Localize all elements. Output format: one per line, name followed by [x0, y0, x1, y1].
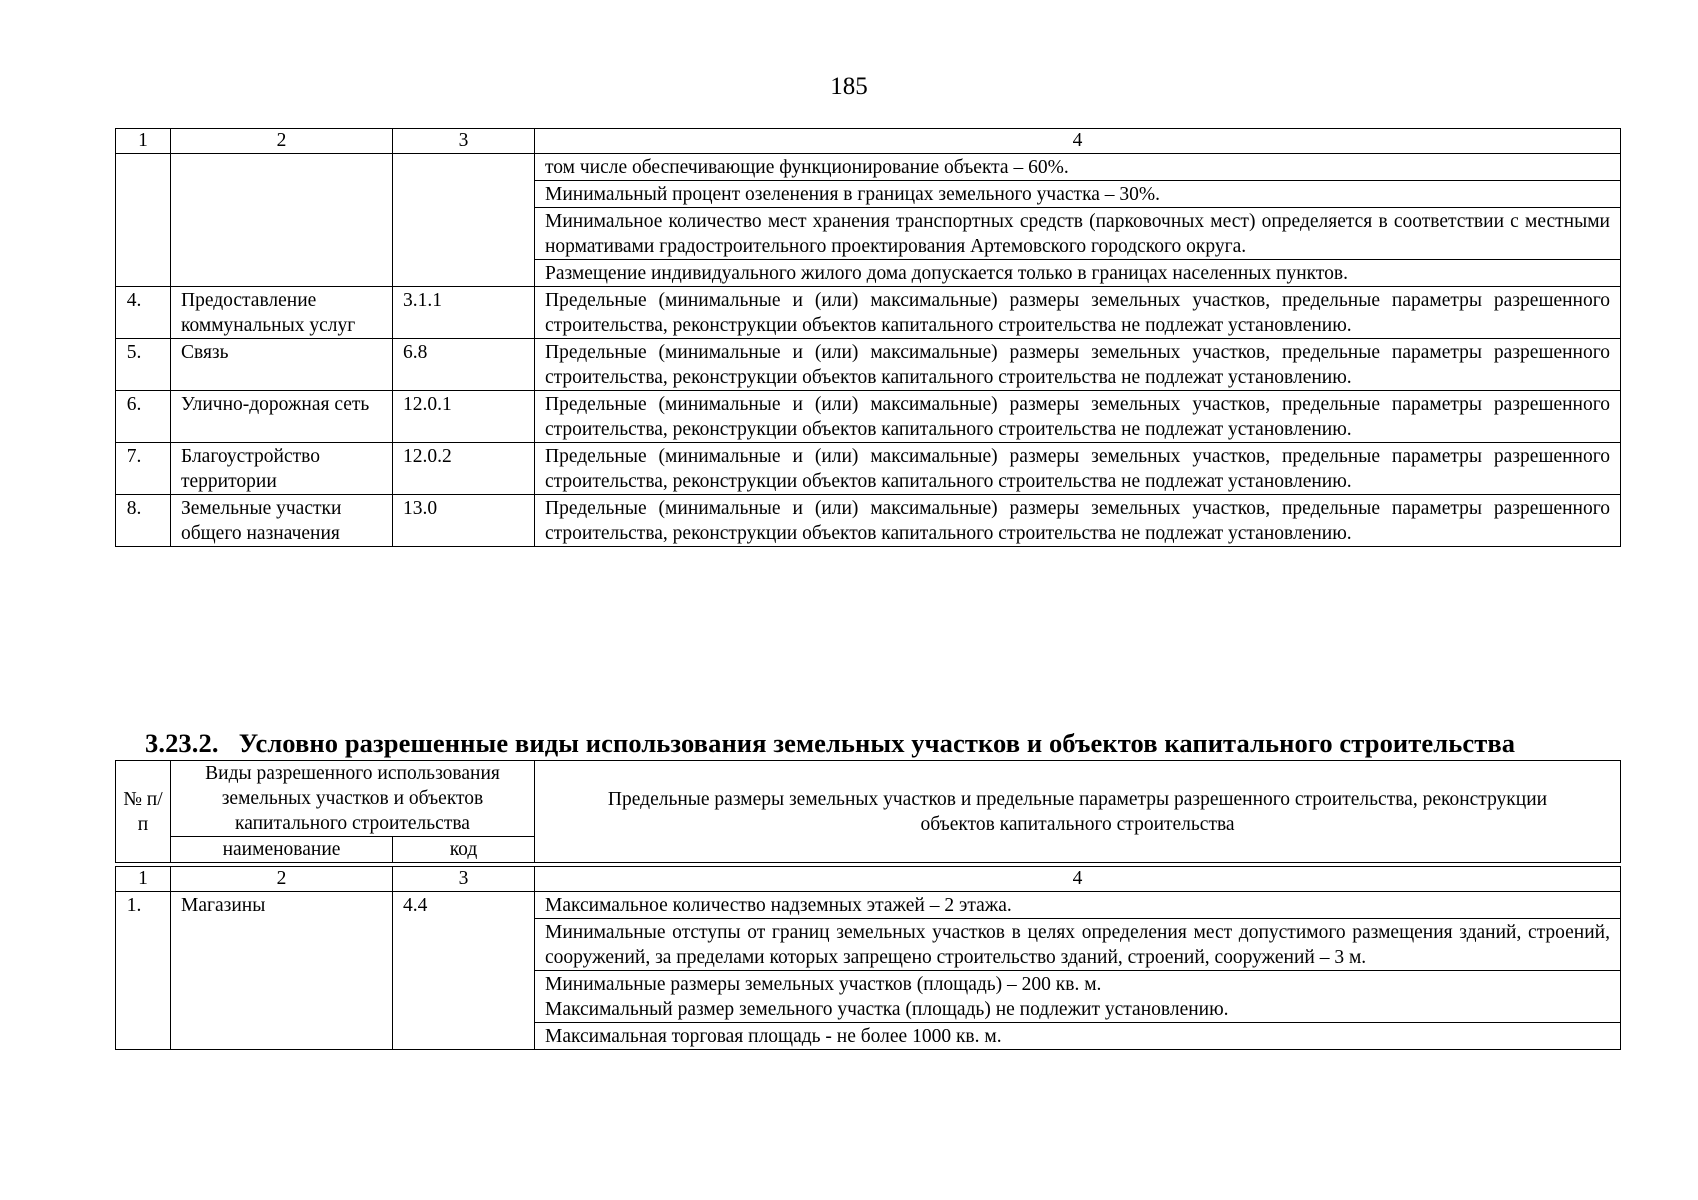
- limits-text: Предельные (минимальные и (или) максимальные) размеры земельных участков, предельные параметры разрешенного строительства, реконструкции объектов капитального строительства не подлежат установлению.: [535, 443, 1621, 495]
- limits-text: Минимальные отступы от границ земельных участков в целях определения мест допустимого размещения зданий, строений, сооружений, за пределами которых запрещено строительство зданий, строений, сооружений – 3 м.: [535, 919, 1621, 971]
- code-header: код: [393, 837, 535, 863]
- continuation-text: Размещение индивидуального жилого дома допускается только в границах населенных пунктов.: [535, 260, 1621, 287]
- limits-text: Минимальные размеры земельных участков (площадь) – 200 кв. м.: [545, 974, 1102, 995]
- conditional-uses-table: [115, 866, 1621, 1050]
- limits-text: Предельные (минимальные и (или) максимальные) размеры земельных участков, предельные параметры разрешенного строительства, реконструкции объектов капитального строительства не подлежат установлению.: [535, 495, 1621, 547]
- continuation-text: Минимальное количество мест хранения транспортных средств (парковочных мест) определяется в соответствии с местными нормативами градостроительного проектирования Артемовского городского округа.: [535, 208, 1621, 260]
- row-number: 4.: [116, 287, 171, 339]
- table-row: [116, 443, 1621, 495]
- num-header: № п/п: [116, 761, 171, 863]
- table-row: [116, 154, 1621, 181]
- col-number-2: 2: [171, 129, 393, 154]
- col-number-4: 4: [535, 867, 1621, 892]
- col-number-4: 4: [535, 129, 1621, 154]
- limits-text: Предельные (минимальные и (или) максимальные) размеры земельных участков, предельные параметры разрешенного строительства, реконструкции объектов капитального строительства не подлежат установлению.: [535, 287, 1621, 339]
- use-code: 13.0: [393, 495, 535, 547]
- section-title: Условно разрешенные виды использования земельных участков и объектов капитального строительства: [238, 728, 1516, 758]
- section-number: 3.23.2.: [145, 728, 219, 758]
- limits-text: Максимальное количество надземных этажей – 2 этажа.: [535, 892, 1621, 919]
- use-code: 4.4: [393, 892, 535, 1050]
- continuation-text: Минимальный процент озеленения в границах земельного участка – 30%.: [535, 181, 1621, 208]
- use-name: Благоустройство территории: [171, 443, 393, 495]
- permitted-uses-table: [115, 128, 1621, 547]
- continuation-text: том числе обеспечивающие функционирование объекта – 60%.: [535, 154, 1621, 181]
- use-code: 12.0.2: [393, 443, 535, 495]
- col-number-2: 2: [171, 867, 393, 892]
- column-number-row: [116, 129, 1621, 154]
- name-header: наименование: [171, 837, 393, 863]
- kinds-header: Виды разрешенного использования земельных участков и объектов капитального строительства: [171, 761, 535, 837]
- empty-name-cell: [171, 154, 393, 287]
- use-name: Улично-дорожная сеть: [171, 391, 393, 443]
- row-number: 1.: [116, 892, 171, 1050]
- use-code: 12.0.1: [393, 391, 535, 443]
- column-number-row: [116, 867, 1621, 892]
- table-row: [116, 892, 1621, 919]
- table-row: [116, 287, 1621, 339]
- col-number-1: 1: [116, 129, 171, 154]
- table-row: [116, 495, 1621, 547]
- page-number: 185: [830, 73, 868, 100]
- col-number-1: 1: [116, 867, 171, 892]
- use-name: Земельные участки общего назначения: [171, 495, 393, 547]
- col-number-3: 3: [393, 129, 535, 154]
- limits-text: Максимальный размер земельного участка (площадь) не подлежит установлению.: [545, 999, 1229, 1020]
- empty-code-cell: [393, 154, 535, 287]
- use-code: 6.8: [393, 339, 535, 391]
- limits-text: Максимальная торговая площадь - не более 1000 кв. м.: [535, 1023, 1621, 1050]
- row-number: 8.: [116, 495, 171, 547]
- table-row: [116, 391, 1621, 443]
- limits-text-group: [535, 971, 1621, 1023]
- row-number: 5.: [116, 339, 171, 391]
- col-number-3: 3: [393, 867, 535, 892]
- row-number: 7.: [116, 443, 171, 495]
- use-name: Связь: [171, 339, 393, 391]
- limits-text: Предельные (минимальные и (или) максимальные) размеры земельных участков, предельные параметры разрешенного строительства, реконструкции объектов капитального строительства не подлежат установлению.: [535, 391, 1621, 443]
- table-row: [116, 339, 1621, 391]
- use-code: 3.1.1: [393, 287, 535, 339]
- use-name: Магазины: [171, 892, 393, 1050]
- row-number: 6.: [116, 391, 171, 443]
- header-row: [116, 761, 1621, 837]
- use-name: Предоставление коммунальных услуг: [171, 287, 393, 339]
- conditional-uses-header-table: [115, 760, 1621, 863]
- limits-text: Предельные (минимальные и (или) максимальные) размеры земельных участков, предельные параметры разрешенного строительства, реконструкции объектов капитального строительства не подлежат установлению.: [535, 339, 1621, 391]
- empty-num-cell: [116, 154, 171, 287]
- section-heading: [145, 727, 1625, 759]
- limits-header: Предельные размеры земельных участков и предельные параметры разрешенного строительства, реконструкции объектов капитального строительства: [535, 761, 1621, 863]
